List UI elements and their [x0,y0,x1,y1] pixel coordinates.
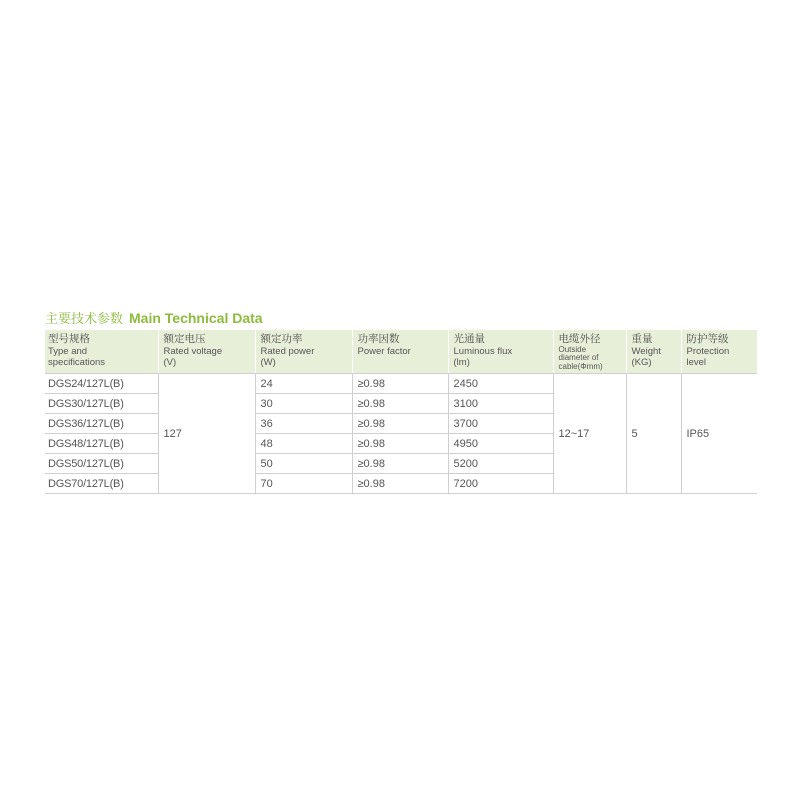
header-label-en: Outside [558,345,587,354]
luminous-flux-cell: 4950 [448,434,553,454]
power-factor-cell: ≥0.98 [352,414,448,434]
rated-power-cell: 36 [255,414,352,434]
header-luminous-flux [448,330,553,374]
header-label-en: Weight [631,346,661,357]
header-protection-level [681,330,757,374]
model-cell: DGS36/127L(B) [45,414,158,434]
cable-diameter-cell: 12~17 [553,374,626,494]
table-row [45,374,757,394]
luminous-flux-cell: 3700 [448,414,553,434]
header-label-zh: 电缆外径 [558,333,601,345]
header-label-en: (W) [260,357,276,368]
power-factor-cell: ≥0.98 [352,474,448,494]
power-factor-cell: ≥0.98 [352,374,448,394]
model-cell: DGS24/127L(B) [45,374,158,394]
luminous-flux-cell: 3100 [448,394,553,414]
rated-power-cell: 70 [255,474,352,494]
rated-power-cell: 48 [255,434,352,454]
model-cell: DGS30/127L(B) [45,394,158,414]
header-power-factor [352,330,448,374]
header-cable-diameter [553,330,626,374]
header-label-zh: 防护等级 [686,333,729,345]
power-factor-cell: ≥0.98 [352,394,448,414]
section-title [45,309,263,329]
header-label-zh: 重量 [631,333,653,345]
header-label-en: level [686,357,707,368]
rated-voltage-cell: 127 [158,374,255,494]
model-cell: DGS70/127L(B) [45,474,158,494]
power-factor-cell: ≥0.98 [352,434,448,454]
header-label-en: Power factor [357,346,411,357]
table-header-row [45,330,757,374]
rated-power-cell: 30 [255,394,352,414]
header-label-en: Luminous flux [453,346,513,357]
header-label-zh: 光通量 [453,333,485,345]
header-weight [626,330,681,374]
header-label-en: Rated power [260,346,315,357]
rated-power-cell: 50 [255,454,352,474]
header-label-zh: 功率因数 [357,333,400,345]
header-label-en: (KG) [631,357,652,368]
model-cell: DGS50/127L(B) [45,454,158,474]
section-title-en: Main Technical Data [129,310,263,326]
header-type-specifications [45,330,158,374]
header-label-zh: 型号规格 [48,333,90,345]
luminous-flux-cell: 7200 [448,474,553,494]
header-rated-power [255,330,352,374]
header-label-en: diameter of [558,353,599,363]
protection-level-cell: IP65 [681,374,757,494]
header-label-zh: 额定功率 [260,333,303,345]
header-label-en: (V) [163,357,177,368]
header-label-en: (lm) [453,357,470,368]
technical-data-table [45,330,757,494]
section-title-zh: 主要技术参数 [45,312,124,327]
power-factor-cell: ≥0.98 [352,454,448,474]
header-label-en: Type and [48,346,88,357]
weight-cell: 5 [626,374,681,494]
header-label-en: cable(Φmm) [558,361,603,371]
rated-power-cell: 24 [255,374,352,394]
header-label-en: Rated voltage [163,346,223,357]
luminous-flux-cell: 5200 [448,454,553,474]
luminous-flux-cell: 2450 [448,374,553,394]
header-label-en: specifications [48,357,106,368]
header-label-zh: 额定电压 [163,333,206,345]
header-label-en: Protection [686,346,730,357]
model-cell: DGS48/127L(B) [45,434,158,454]
header-rated-voltage [158,330,255,374]
